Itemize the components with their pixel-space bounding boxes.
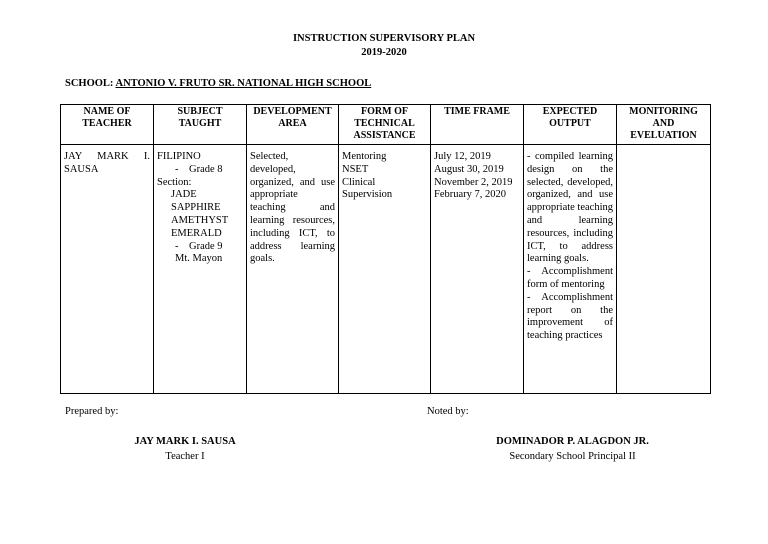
assistance-cell <box>339 145 431 394</box>
header-development-area: DEVELOPMENT AREA <box>247 105 339 145</box>
school-line <box>65 78 371 89</box>
time-frame-item: November 2, 2019 <box>434 176 513 188</box>
document-title: INSTRUCTION SUPERVISORY PLAN <box>292 33 476 44</box>
output-item: - compiled learning design on the selected, developed, organized, and use appropriate teaching and learning resources, including ICT, to address learning goals. <box>527 151 613 265</box>
header-time-frame: TIME FRAME <box>431 105 524 145</box>
output-item: - Accomplishment form of mentoring <box>527 266 613 290</box>
time-frame-item: February 7, 2020 <box>434 189 507 201</box>
section-label: Section: <box>157 176 192 188</box>
noted-by-label: Noted by: <box>427 406 469 417</box>
prepared-by-label: Prepared by: <box>65 406 119 417</box>
grade-8-label: Grade 8 <box>189 163 223 175</box>
time-frame-cell <box>431 145 524 394</box>
prepared-by-title: Teacher I <box>165 451 205 462</box>
header-name-of-teacher: NAME OF TEACHER <box>61 105 154 145</box>
header-monitoring: MONITORING AND EVELUATION <box>617 105 711 145</box>
school-year: 2019-2020 <box>361 47 407 58</box>
section-item: SAPPHIRE <box>171 202 221 214</box>
grade-9-label: Grade 9 <box>189 240 223 252</box>
subject-name: FILIPINO <box>157 151 201 162</box>
table-row <box>61 145 711 394</box>
supervisory-plan-table <box>60 104 711 394</box>
header-form-of-assistance: FORM OF TECHNICAL ASSISTANCE <box>339 105 431 145</box>
header-expected-output: EXPECTED OUTPUT <box>524 105 617 145</box>
teacher-cell: JAY MARK I. SAUSA <box>61 145 154 394</box>
school-name: ANTONIO V. FRUTO SR. NATIONAL HIGH SCHOOL <box>115 78 372 89</box>
section-item: AMETHYST <box>171 214 229 226</box>
subject-cell <box>154 145 247 394</box>
output-item: - Accomplishment report on the improvement of teaching practices <box>527 291 613 342</box>
grade-8-item: - Grade 8 <box>175 163 223 175</box>
noted-by-name: DOMINADOR P. ALAGDON JR. <box>496 436 649 447</box>
header-subject-taught: SUBJECT TAUGHT <box>154 105 247 145</box>
assistance-item: NSET <box>342 163 369 175</box>
time-frame-item: August 30, 2019 <box>434 163 504 175</box>
section-item: JADE <box>171 189 197 201</box>
time-frame-item: July 12, 2019 <box>434 151 491 162</box>
assistance-item: Mentoring <box>342 151 387 162</box>
prepared-by-name: JAY MARK I. SAUSA <box>134 436 236 447</box>
monitoring-cell <box>617 145 711 394</box>
expected-output-cell <box>524 145 617 394</box>
assistance-item: Clinical Supervision <box>342 176 393 201</box>
school-label: SCHOOL: <box>65 78 114 89</box>
development-area-cell: Selected, developed, organized, and use appropriate teaching and learning resources, including ICT, to address learning goals. <box>247 145 339 394</box>
section-item: EMERALD <box>171 227 222 239</box>
grade-9-section: Mt. Mayon <box>175 253 223 265</box>
table-header-row <box>61 105 711 145</box>
grade-9-item: - Grade 9 <box>175 240 223 252</box>
noted-by-title: Secondary School Principal II <box>509 451 636 462</box>
